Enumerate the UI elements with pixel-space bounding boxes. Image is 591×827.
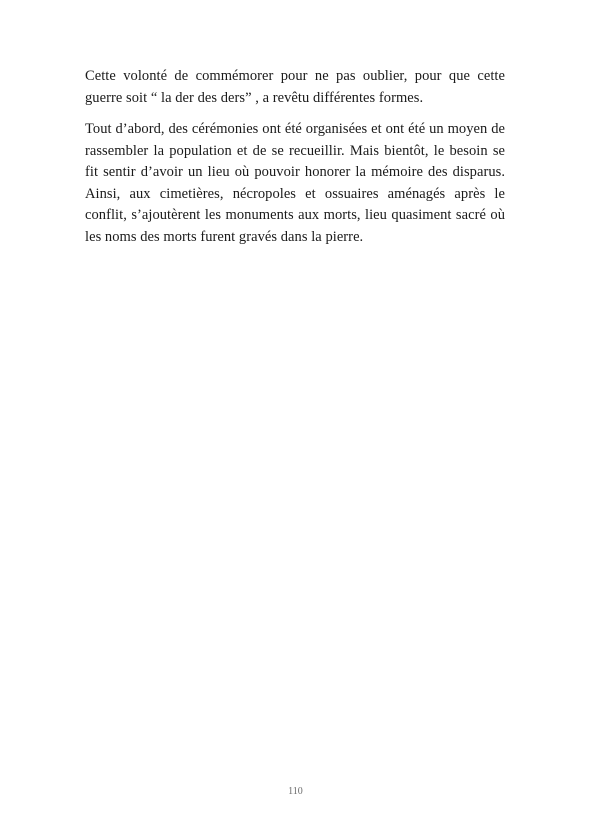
body-text bbox=[85, 66, 505, 258]
paragraph: Tout d’abord, des cérémonies ont été organisées et ont été un moyen de rassembler la population et de se recueillir. Mais bientôt, le besoin se fit sentir d’avoir un lieu où pouvoir honorer la mémoire des disparus. Ainsi, aux cimetières, nécropoles et ossuaires aménagés après le conflit, s’ajoutèrent les monuments aux morts, lieu quasiment sacré où les noms des morts furent gravés dans la pierre. bbox=[85, 121, 505, 245]
page-number: 110 bbox=[288, 786, 303, 797]
paragraph: Cette volonté de commémorer pour ne pas oublier, pour que cette guerre soit “ la der des ders” , a revêtu différentes formes. bbox=[85, 68, 505, 106]
